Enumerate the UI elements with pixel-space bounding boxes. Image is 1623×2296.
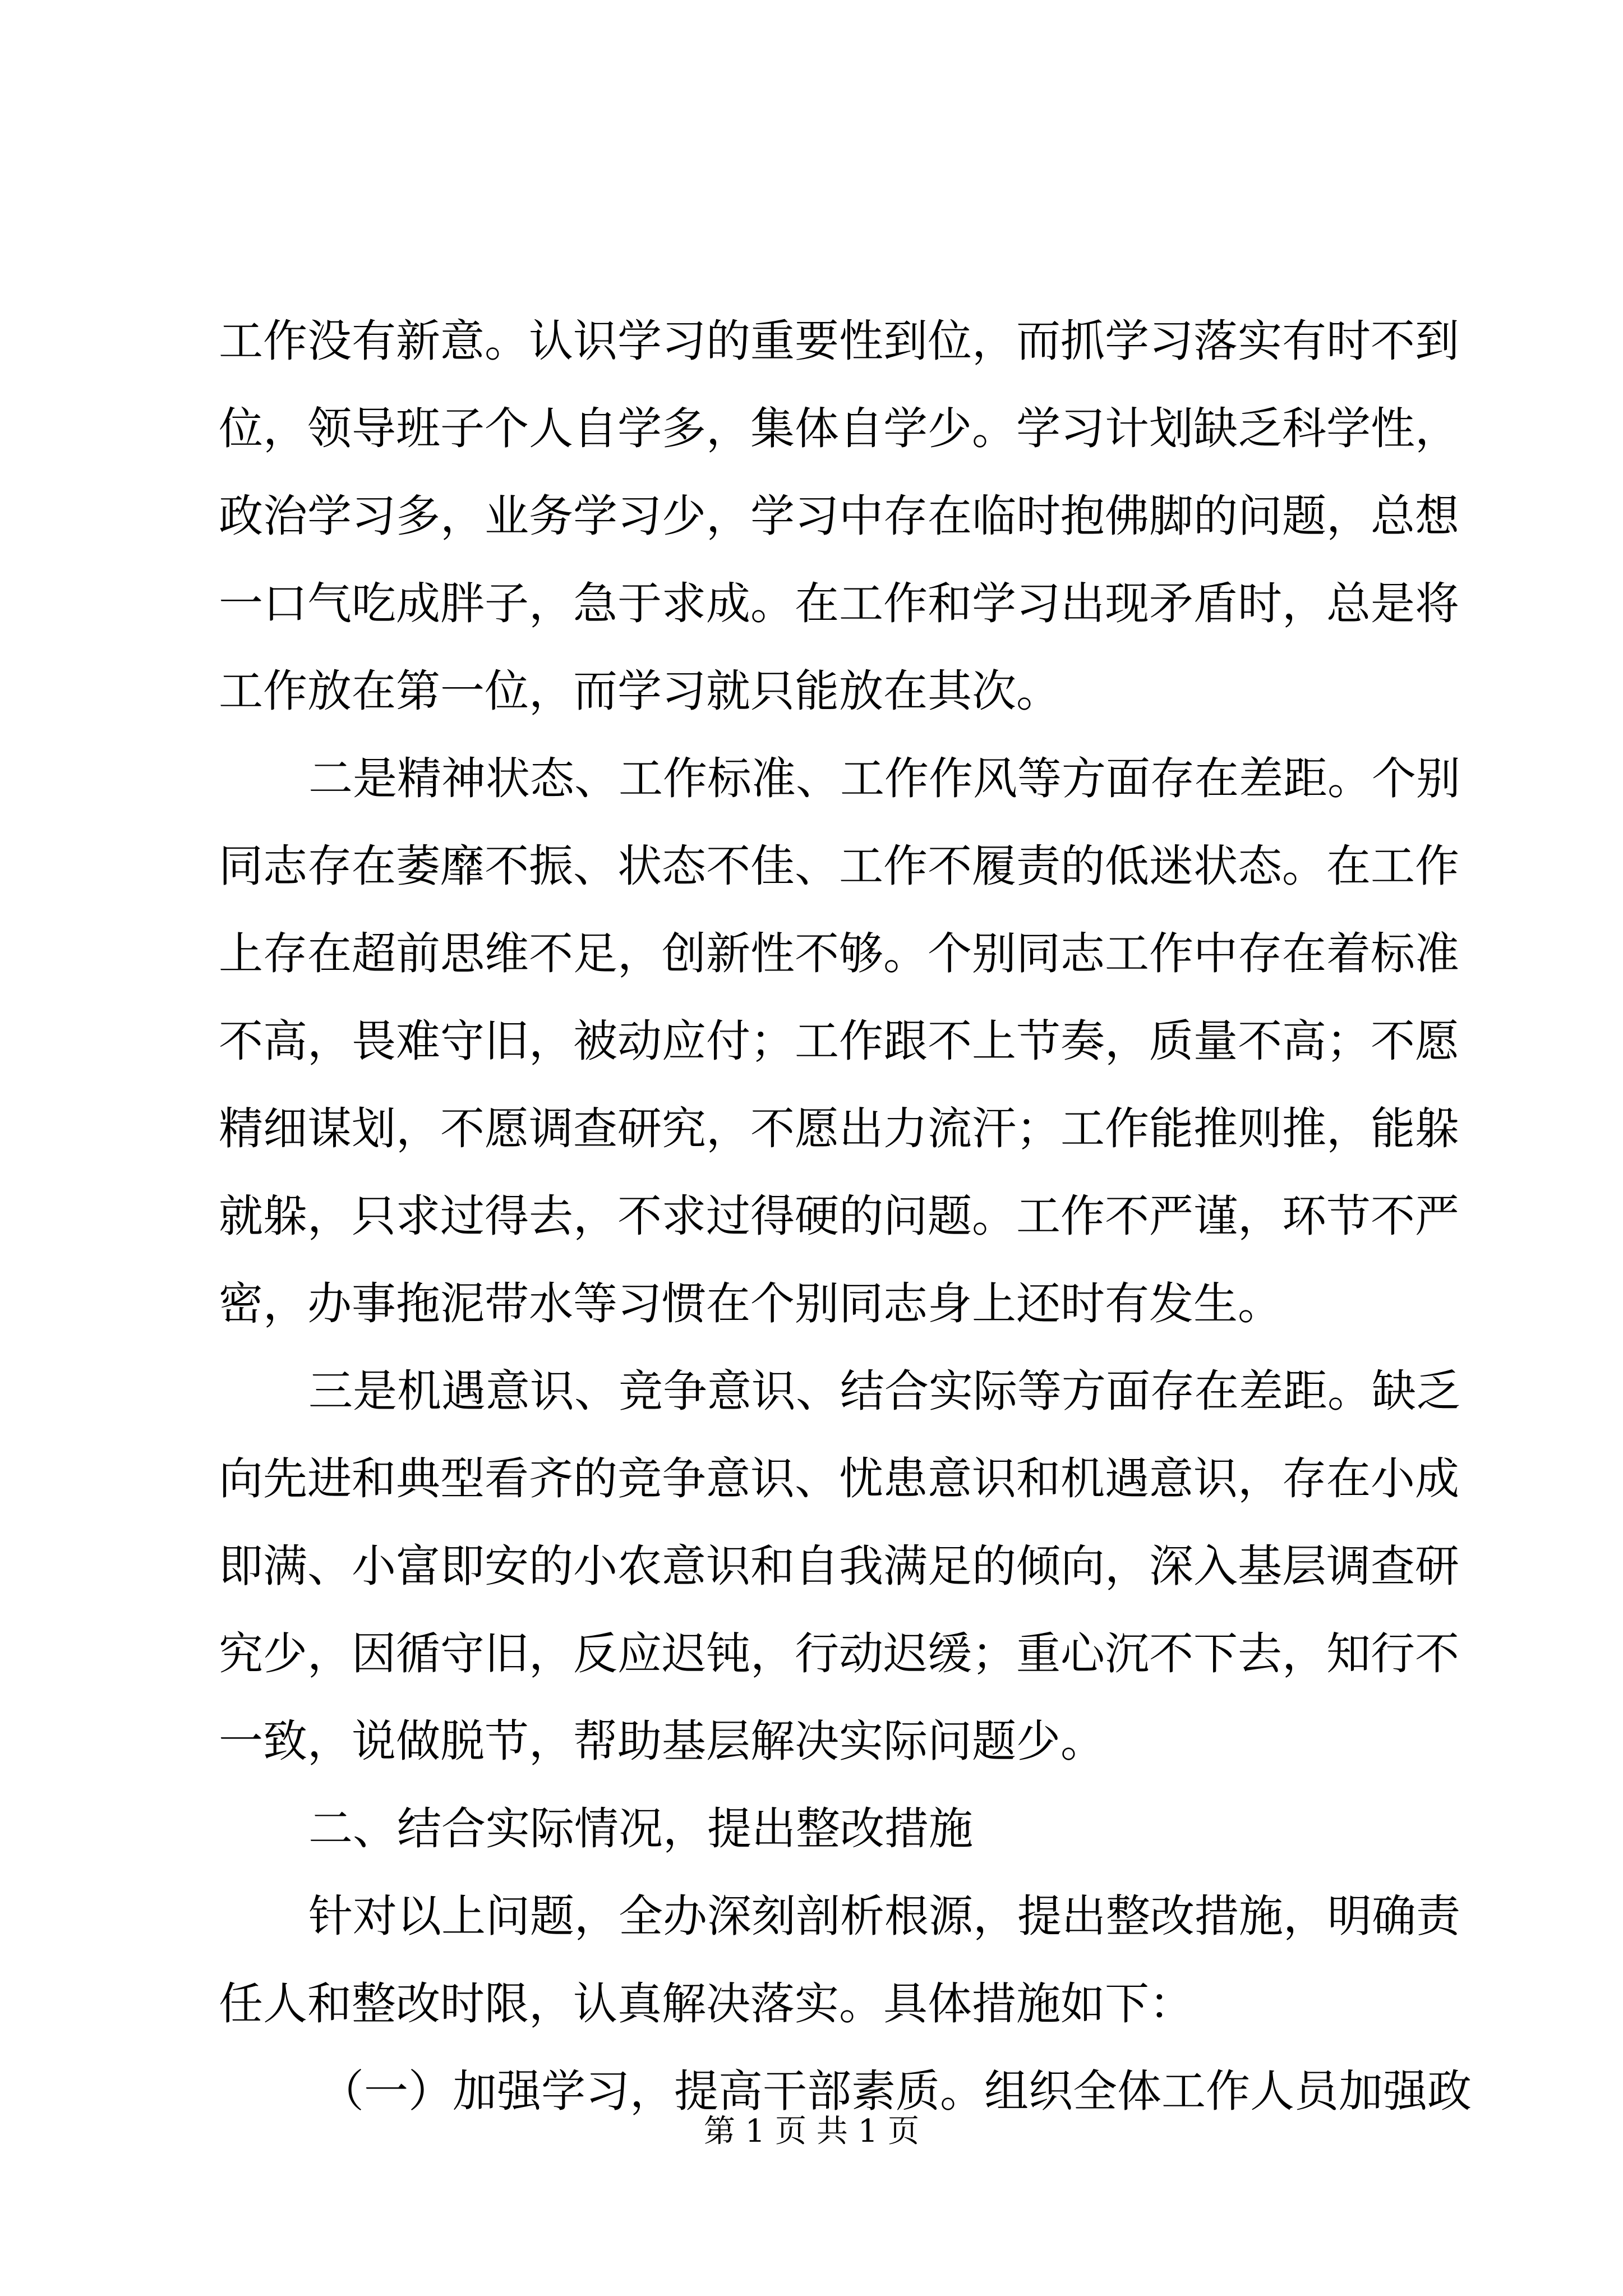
paragraph-3-start: 三是机遇意识、竞争意识、结合实际等方面存在差距。缺乏: [308, 1365, 1460, 1417]
text-line-12: 密，办事拖泥带水等习惯在个别同志身上还时有发生。: [219, 1278, 1282, 1329]
text-line-7: 同志存在萎靡不振、状态不佳、工作不履责的低迷状态。在工作: [219, 840, 1459, 892]
text-line-20: 任人和整改时限，认真解决落实。具体措施如下：: [219, 1978, 1193, 2030]
text-line-11: 就躲，只求过得去，不求过得硬的问题。工作不严谨，环节不严: [219, 1190, 1459, 1242]
subsection-line: （一）加强学习，提高干部素质。组织全体工作人员加强政: [320, 2065, 1472, 2117]
text-line-3: 政治学习多，业务学习少，学习中存在临时抱佛脚的问题，总想: [219, 490, 1459, 542]
text-line-4: 一口气吃成胖子，急于求成。在工作和学习出现矛盾时，总是将: [219, 578, 1459, 629]
document-body: [219, 297, 1472, 2135]
paragraph-2-start: 二是精神状态、工作标准、工作作风等方面存在差距。个别: [308, 753, 1460, 804]
text-line-17: 一致，说做脱节，帮助基层解决实际问题少。: [219, 1715, 1105, 1767]
text-line-8: 上存在超前思维不足，创新性不够。个别同志工作中存在着标准: [219, 928, 1459, 979]
text-line-15: 即满、小富即安的小农意识和自我满足的倾向，深入基层调查研: [219, 1540, 1459, 1592]
text-line-10: 精细谋划，不愿调查研究，不愿出力流汗；工作能推则推，能躲: [219, 1103, 1459, 1154]
text-line-16: 究少，因循守旧，反应迟钝，行动迟缓；重心沉不下去，知行不: [219, 1628, 1459, 1680]
page-footer: 第 1 页 共 1 页: [703, 2113, 920, 2150]
text-line-14: 向先进和典型看齐的竞争意识、忧患意识和机遇意识，存在小成: [219, 1453, 1459, 1504]
text-line-9: 不高，畏难守旧，被动应付；工作跟不上节奏，质量不高；不愿: [219, 1015, 1459, 1067]
paragraph-5-start: 针对以上问题，全办深刻剖析根源，提出整改措施，明确责: [308, 1890, 1460, 1942]
section-heading: 二、结合实际情况，提出整改措施: [308, 1803, 973, 1855]
text-line-2: 位，领导班子个人自学多，集体自学少。学习计划缺乏科学性，: [219, 403, 1459, 454]
text-line-5: 工作放在第一位，而学习就只能放在其次。: [219, 665, 1061, 717]
text-line-1: 工作没有新意。认识学习的重要性到位，而抓学习落实有时不到: [219, 315, 1459, 367]
